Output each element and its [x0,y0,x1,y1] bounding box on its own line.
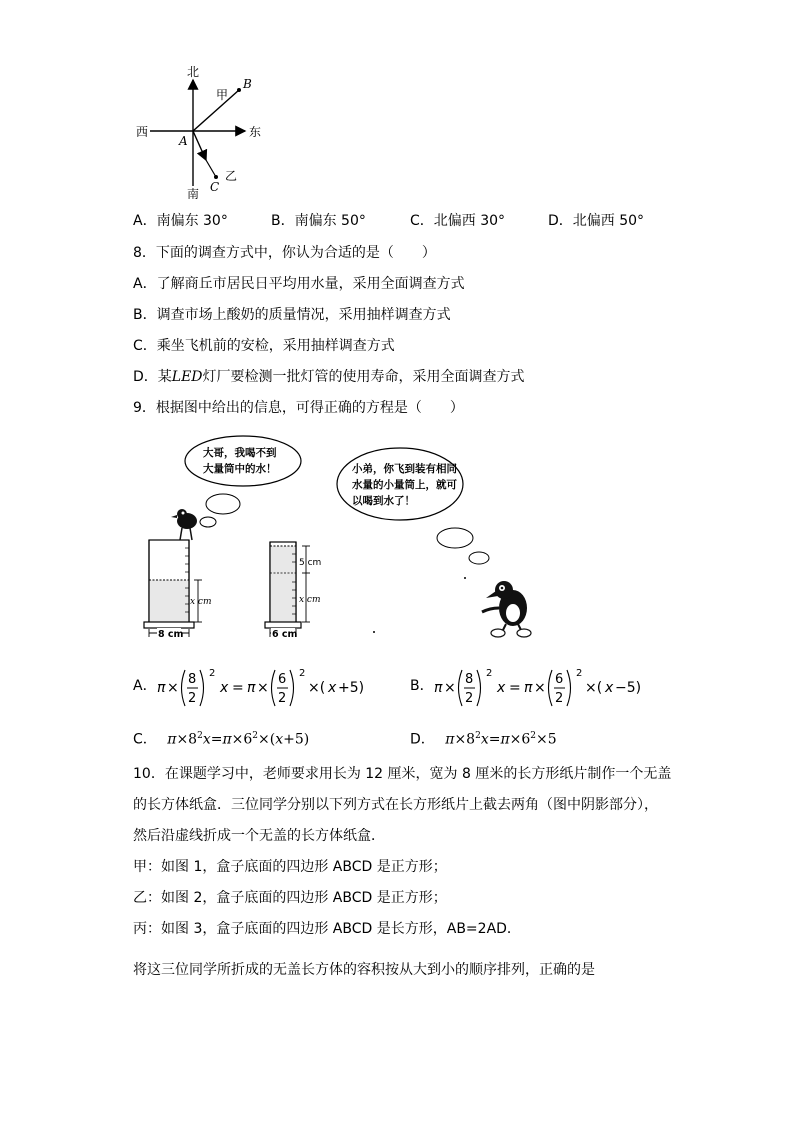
bubble-left [185,436,301,486]
yi-label: 乙 [225,169,238,183]
q8-option-b: B．调查市场上酸奶的质量情况，采用抽样调查方式 [133,307,451,323]
q10-bing: 丙：如图 3，盒子底面的四边形 ABCD 是长方形，AB=2AD． [133,921,521,937]
svg-text:2: 2 [486,668,493,679]
q7-option-b: B．南偏东 50° [271,213,366,229]
q7-option-a: A．南偏东 30° [133,213,228,229]
q9-illustration [130,428,550,650]
q8-stem: 8．下面的调查方式中，你认为合适的是（ ） [133,245,436,261]
q8-option-c: C．乘坐飞机前的安检，采用抽样调查方式 [133,338,395,354]
bubble-left-line2: 大量筒中的水！ [203,463,277,475]
q10-last: 将这三位同学所折成的无盖长方体的容积按从大到小的顺序排列，正确的是 [133,962,595,978]
bubble-left-line1: 大哥，我喝不到 [203,447,277,459]
point-c-label: C [210,180,220,194]
svg-text:x: x [605,680,614,696]
svg-text:8: 8 [465,672,474,687]
svg-text:×(: ×( [308,680,326,696]
svg-text:2: 2 [299,668,306,679]
small-cylinder [265,542,321,640]
svg-text:×: × [534,680,546,696]
svg-text:×: × [167,680,179,696]
small-width-label: 6 cm [272,629,298,640]
svg-text:2: 2 [188,691,197,706]
svg-text:×: × [444,680,456,696]
west-label: 西 [136,125,149,139]
svg-text:2: 2 [209,668,216,679]
bubble-right-dot2 [469,552,489,564]
q8-option-d: D．某LED灯厂要检测一批灯管的使用寿命，采用全面调查方式 [133,369,525,385]
svg-text:x: x [497,680,506,696]
svg-text:+5): +5) [338,680,365,696]
svg-text:6: 6 [278,672,287,687]
svg-text:×(: ×( [585,680,603,696]
svg-text:2: 2 [576,668,583,679]
point-b-dot [237,88,241,92]
svg-text:x: x [328,680,337,696]
jia-label: 甲 [216,88,229,102]
large-height-label: x cm [190,597,212,607]
ray-ac [193,131,206,160]
point-b-label: B [243,77,252,91]
bubble-right-line2: 水量的小量筒上，就可 [352,479,457,491]
north-label: 北 [187,65,200,79]
q10-line1: 10．在课题学习中，老师要求用长为 12 厘米，宽为 8 厘米的长方形纸片制作一个无盖 [133,766,672,782]
q7-option-d: D．北偏西 50° [548,213,645,229]
svg-text:π: π [434,680,443,696]
svg-text:2: 2 [555,691,564,706]
svg-text:8: 8 [188,672,197,687]
big-bird [482,581,531,637]
q7-option-c: C．北偏西 30° [410,213,506,229]
q10-yi: 乙：如图 2，盒子底面的四边形 ABCD 是正方形； [133,890,447,906]
svg-text:=: = [232,680,244,696]
svg-text:π: π [247,680,256,696]
svg-text:2: 2 [278,691,287,706]
ray-ac-tail [206,160,216,177]
small-height-label: x cm [299,595,321,605]
q10-jia: 甲：如图 1，盒子底面的四边形 ABCD 是正方形； [133,859,447,875]
east-label: 东 [249,125,262,139]
small-top-label: 5 cm [299,558,322,568]
point-a-label: A [179,134,188,148]
bubble-right-line1: 小弟，你飞到装有相同 [352,463,457,475]
bubble-right-line3: 以喝到水了！ [352,495,415,507]
svg-text:2: 2 [465,691,474,706]
large-cylinder [144,540,212,640]
bubble-right-dot1 [437,528,473,548]
bubble-left-dot1 [206,494,240,514]
svg-text:π: π [157,680,166,696]
small-bird [171,509,197,540]
q9-option-d: D． $\pi\times 8^2x=\pi\times 6^2\times 5$ [410,731,557,748]
svg-text:−5): −5) [615,680,642,696]
svg-text:6: 6 [555,672,564,687]
large-width-label: 8 cm [158,629,184,640]
svg-text:×: × [257,680,269,696]
bubble-left-dot2 [200,517,216,527]
q9-option-c: C． $\pi\times 8^2x=\pi\times 6^2\times(x+5)$ [133,731,310,748]
svg-text:=: = [509,680,521,696]
q10-line2: 的长方体纸盒．三位同学分别以下列方式在长方形纸片上截去两角（图中阴影部分）， [133,797,658,813]
svg-text:π: π [524,680,533,696]
point-c-dot [214,175,218,179]
compass-diagram [130,60,270,202]
q10-line3: 然后沿虚线折成一个无盖的长方体纸盒． [133,828,385,844]
svg-text:x: x [220,680,229,696]
q8-option-a: A．了解商丘市居民日平均用水量，采用全面调查方式 [133,276,465,292]
south-label: 南 [187,187,200,201]
q9-stem: 9．根据图中给出的信息，可得正确的方程是（ ） [133,400,464,416]
